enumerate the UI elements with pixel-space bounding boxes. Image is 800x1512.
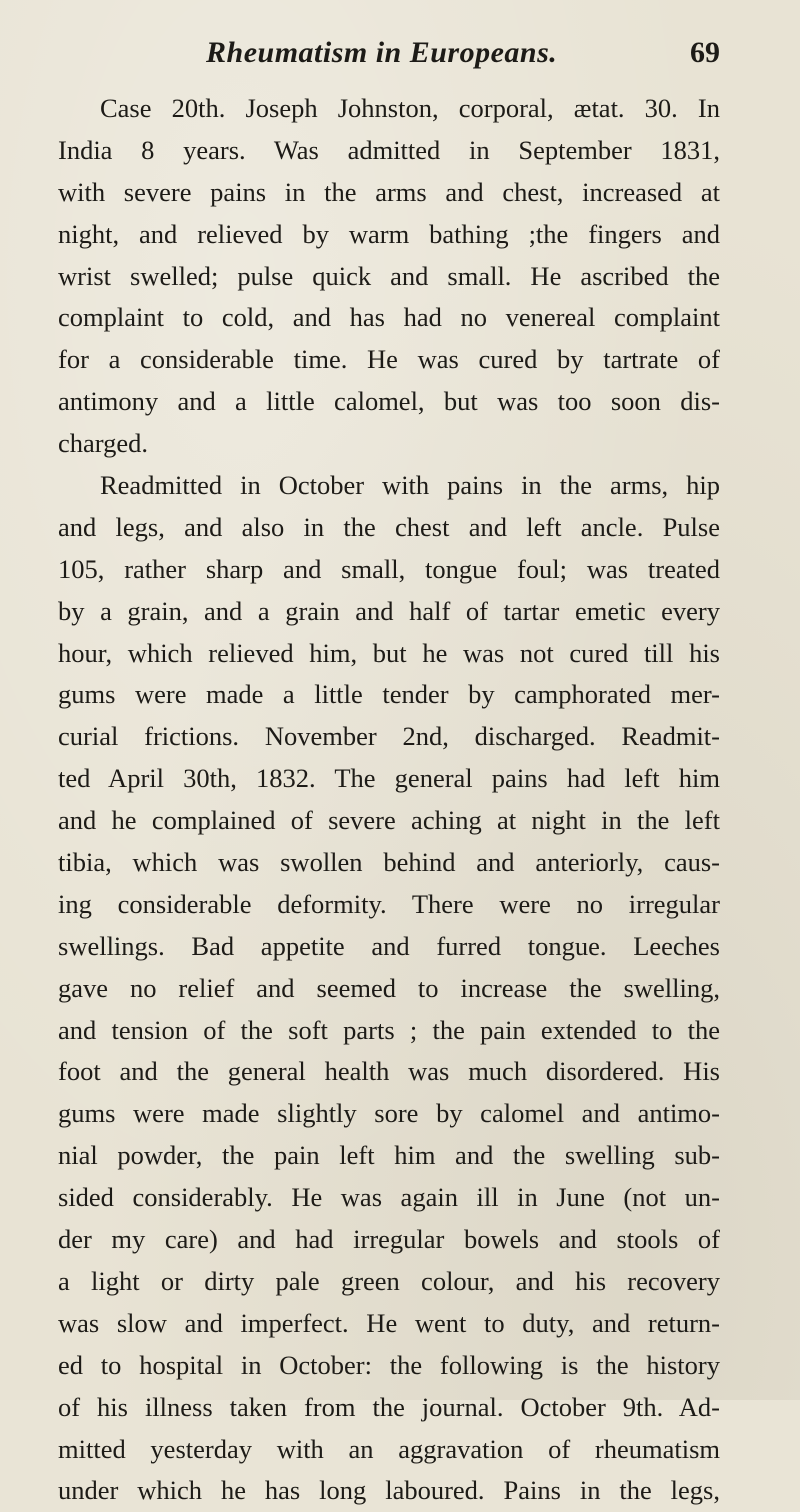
text-line: ed to hospital in October: the following is the history (58, 1349, 720, 1380)
text-line: wrist swelled; pulse quick and small. He ascribed the (58, 260, 720, 291)
text-line: and tension of the soft parts ; the pain extended to the (58, 1014, 720, 1045)
text-line: ted April 30th, 1832. The general pains had left him (58, 763, 720, 794)
text-line: gave no relief and seemed to increase the swelling, (58, 972, 720, 1003)
text-line: antimony and a little calomel, but was too soon dis- (58, 386, 720, 417)
text-line: swellings. Bad appetite and furred tongue. Leeches (58, 930, 720, 961)
text-line: night, and relieved by warm bathing ;the fingers and (58, 218, 720, 249)
page-number: 69 (690, 36, 720, 69)
text-line: der my care) and had irregular bowels and stools of (58, 1224, 720, 1255)
text-line: foot and the general health was much disordered. His (58, 1056, 720, 1087)
running-head (60, 36, 720, 76)
text-line: with severe pains in the arms and chest, increased at (58, 176, 720, 207)
text-line: gums were made a little tender by camphorated mer- (58, 679, 720, 710)
text-line: charged. (58, 428, 149, 459)
text-line: 105, rather sharp and small, tongue foul; was treated (58, 553, 720, 584)
text-line: complaint to cold, and has had no venereal complaint (58, 302, 720, 333)
text-line: for a considerable time. He was cured by tartrate of (58, 344, 720, 375)
text-line: nial powder, the pain left him and the swelling sub- (58, 1140, 720, 1171)
running-title: Rheumatism in Europeans. (206, 36, 558, 69)
text-line: was slow and imperfect. He went to duty, and return- (58, 1307, 720, 1338)
text-line: Readmitted in October with pains in the arms, hip (100, 470, 720, 501)
text-line: a light or dirty pale green colour, and his recovery (58, 1265, 720, 1296)
text-line: ing considerable deformity. There were no irregular (58, 888, 720, 919)
text-line: and legs, and also in the chest and left ancle. Pulse (58, 511, 720, 542)
body-text (58, 88, 720, 1512)
text-line: sided considerably. He was again ill in June (not un- (58, 1182, 720, 1213)
text-line: under which he has long laboured. Pains in the legs, (58, 1475, 720, 1506)
text-line: tibia, which was swollen behind and anteriorly, caus- (58, 847, 720, 878)
text-line: mitted yesterday with an aggravation of rheumatism (58, 1433, 720, 1464)
text-line: by a grain, and a grain and half of tartar emetic every (58, 595, 720, 626)
text-line: India 8 years. Was admitted in September 1831, (58, 134, 720, 165)
text-line: hour, which relieved him, but he was not cured till his (58, 637, 720, 668)
text-line: curial frictions. November 2nd, discharged. Readmit- (58, 721, 720, 752)
text-line: gums were made slightly sore by calomel and antimo- (58, 1098, 720, 1129)
text-line: Case 20th. Joseph Johnston, corporal, ætat. 30. In (100, 93, 720, 123)
text-line: and he complained of severe aching at night in the left (58, 805, 720, 836)
text-line: of his illness taken from the journal. October 9th. Ad- (58, 1391, 720, 1422)
